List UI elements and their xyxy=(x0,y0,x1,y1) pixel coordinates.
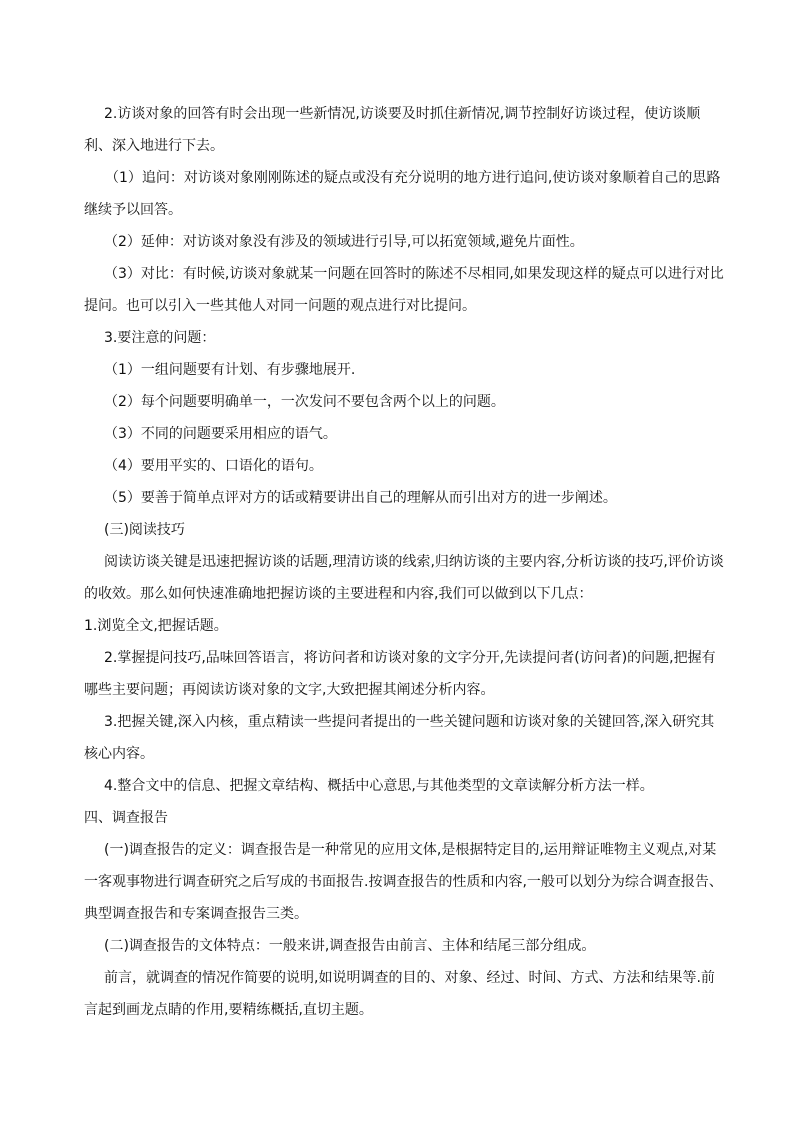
paragraph-reading-overview: 阅读访谈关键是迅速把握访谈的话题,理清访谈的线索,归纳访谈的主要内容,分析访谈的技巧,评价访谈的收效。那么如何快速准确地把握访谈的主要进程和内容,我们可以做到以下几点： xyxy=(84,554,724,602)
document-body xyxy=(84,98,724,1026)
paragraph-reading-step-4: 4.整合文中的信息、把握文章结构、概括中心意思,与其他类型的文章读解分析方法一样。 xyxy=(104,778,654,794)
paragraph-note-2: （2）每个问题要明确单一，一次发问不要包含两个以上的问题。 xyxy=(104,394,505,410)
paragraph-extension: （2）延伸：对访谈对象没有涉及的领域进行引导,可以拓宽领域,避免片面性。 xyxy=(104,234,584,250)
section-reading-skills-heading: (三)阅读技巧 xyxy=(104,522,185,538)
paragraph-reading-step-1: 1.浏览全文,把握话题。 xyxy=(84,618,228,634)
paragraph-interview-adjust: 2.访谈对象的回答有时会出现一些新情况,访谈要及时抓住新情况,调节控制好访谈过程，使访谈顺利、深入地进行下去。 xyxy=(84,106,701,154)
paragraph-preface: 前言，就调查的情况作简要的说明,如说明调查的目的、对象、经过、时间、方式、方法和结果等.前言起到画龙点睛的作用,要精练概括,直切主题。 xyxy=(84,970,715,1018)
paragraph-note-5: （5）要善于简单点评对方的话或精要讲出自己的理解从而引出对方的进一步阐述。 xyxy=(104,490,617,506)
paragraph-note-4: （4）要用平实的、口语化的语句。 xyxy=(104,458,323,474)
paragraph-note-1: （1）一组问题要有计划、有步骤地展开. xyxy=(104,362,356,378)
paragraph-note-3: （3）不同的问题要采用相应的语气。 xyxy=(104,426,337,442)
paragraph-comparison: （3）对比：有时候,访谈对象就某一问题在回答时的陈述不尽相同,如果发现这样的疑点可以进行对比提问。也可以引入一些其他人对同一问题的观点进行对比提问。 xyxy=(84,266,724,314)
section-survey-report-heading: 四、调查报告 xyxy=(84,810,168,826)
paragraph-reading-step-2: 2.掌握提问技巧,品味回答语言，将访问者和访谈对象的文字分开,先读提问者(访问者)的问题,把握有哪些主要问题；再阅读访谈对象的文字,大致把握其阐述分析内容。 xyxy=(84,650,716,698)
paragraph-survey-definition: (一)调查报告的定义：调查报告是一种常见的应用文体,是根据特定目的,运用辩证唯物主义观点,对某一客观事物进行调查研究之后写成的书面报告.按调查报告的性质和内容,一般可以划分为综合调查报告、典型调查报告和专案调查报告三类。 xyxy=(84,842,723,922)
paragraph-reading-step-3: 3.把握关键,深入内核，重点精读一些提问者提出的一些关键问题和访谈对象的关键回答,深入研究其核心内容。 xyxy=(84,714,715,762)
paragraph-followup-question: （1）追问：对访谈对象刚刚陈述的疑点或没有充分说明的地方进行追问,使访谈对象顺着自己的思路继续予以回答。 xyxy=(84,170,721,218)
paragraph-notes-heading: 3.要注意的问题： xyxy=(104,330,216,346)
paragraph-survey-features: (二)调查报告的文体特点：一般来讲,调查报告由前言、主体和结尾三部分组成。 xyxy=(104,938,596,954)
